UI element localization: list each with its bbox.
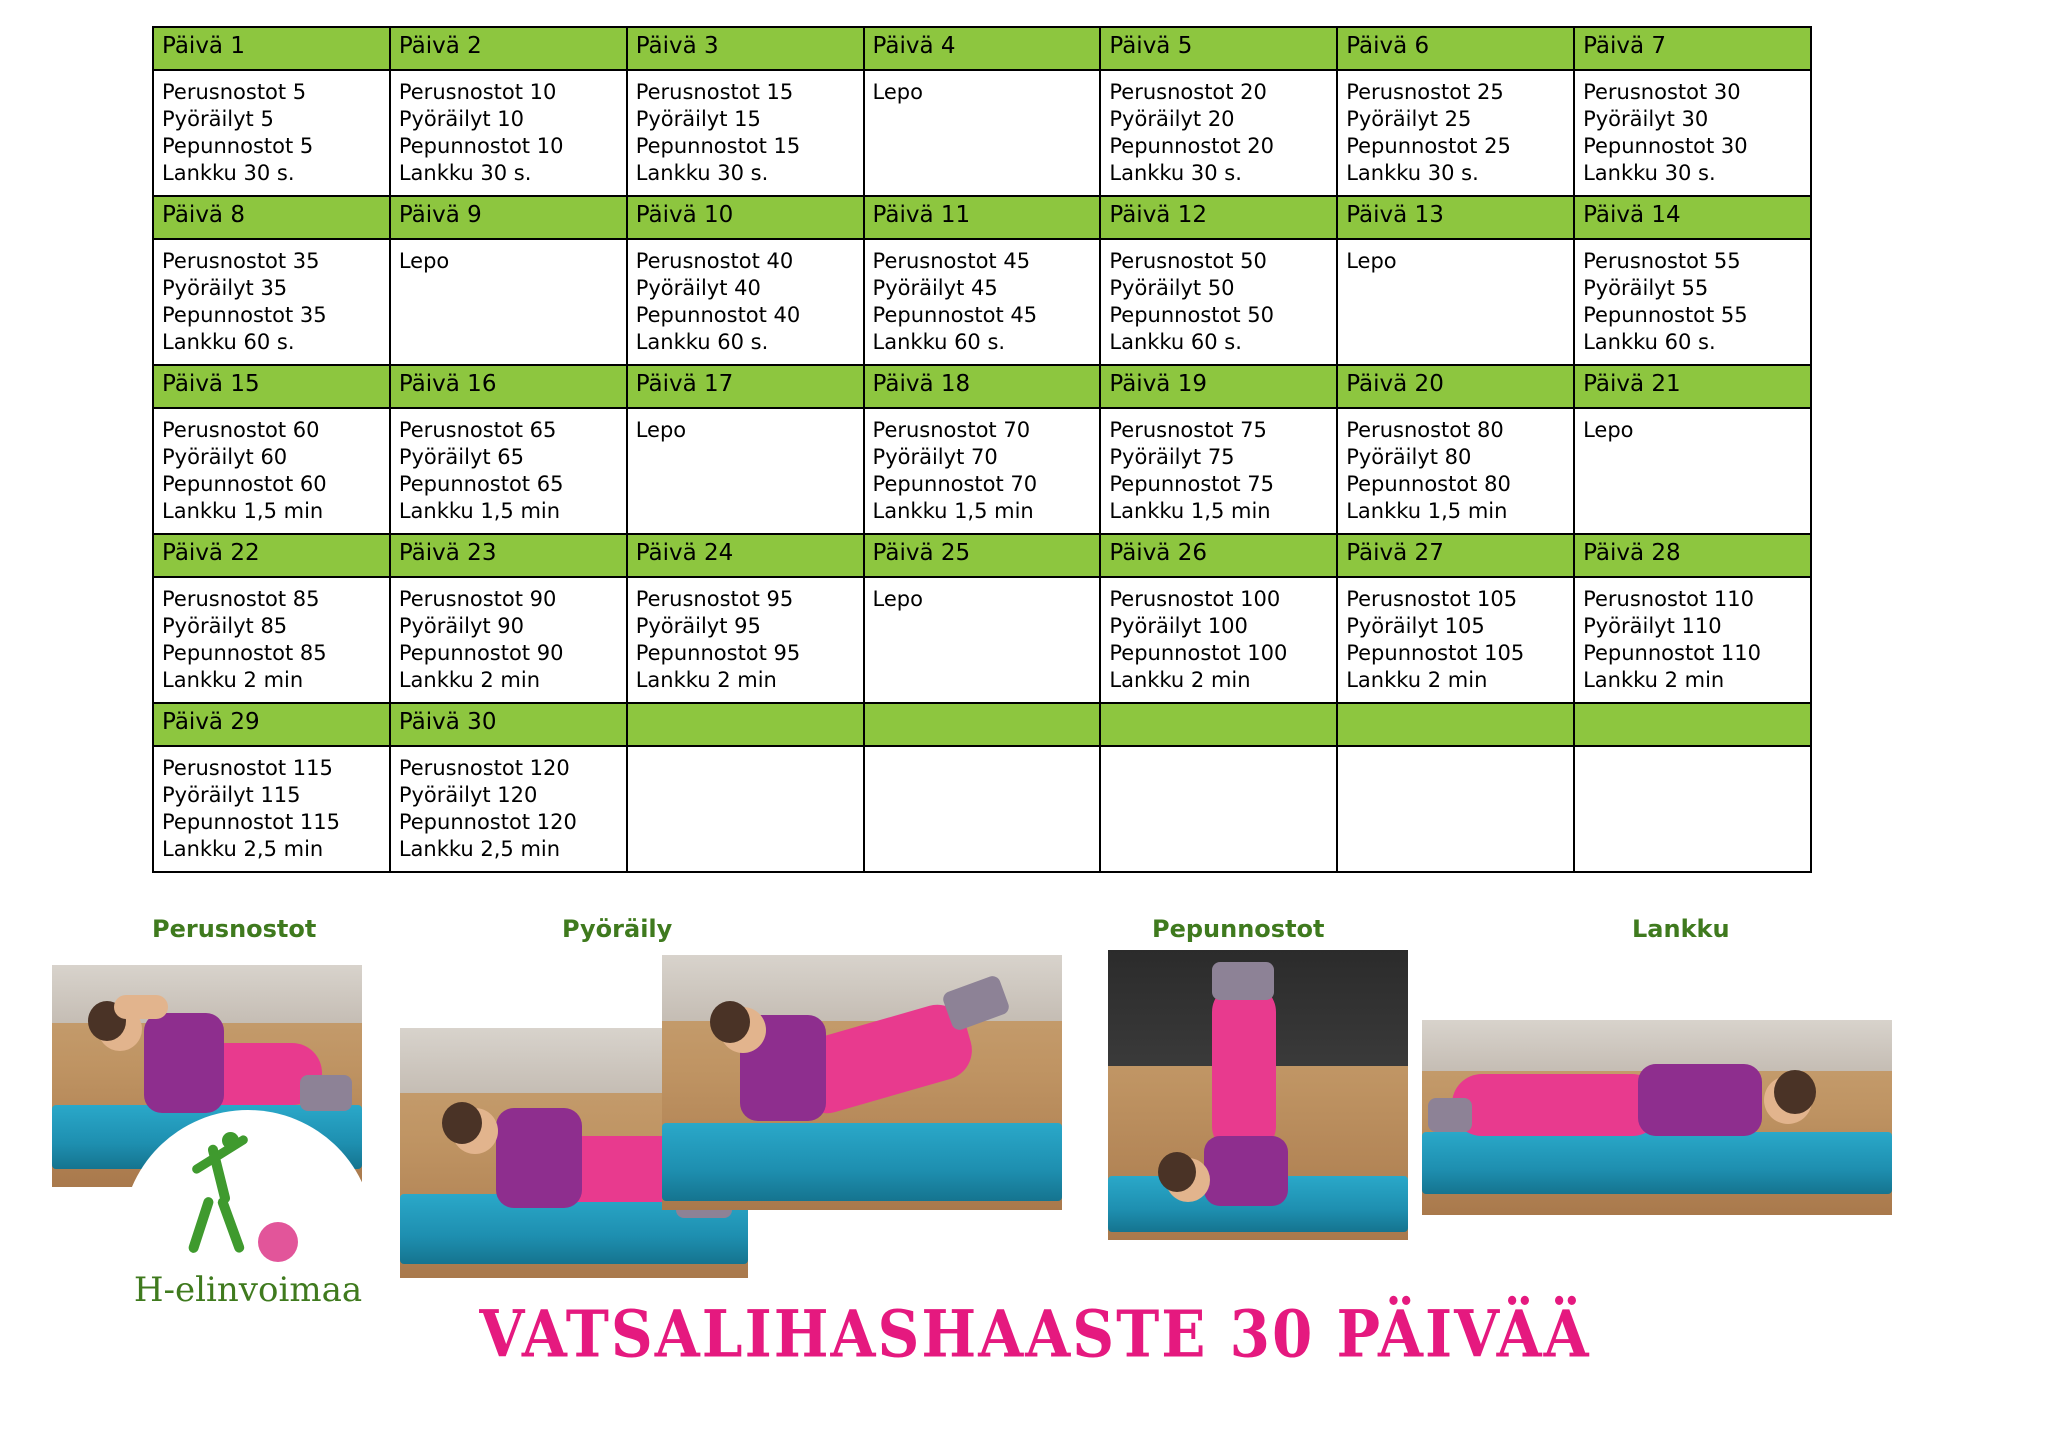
workout-line: Pepunnostot 30 (1583, 134, 1748, 158)
workout-line: Pepunnostot 10 (398, 134, 564, 158)
workout-line: Perusnostot 80 (1346, 418, 1504, 442)
workout-line: Lankku 1,5 min (398, 499, 561, 523)
workout-line: Pyöräilyt 70 (872, 445, 998, 469)
day-cell (627, 70, 864, 196)
day-header-empty (864, 703, 1101, 746)
exercise-label-pepunnostot: Pepunnostot (1152, 915, 1325, 943)
day-cell (627, 408, 864, 534)
workout-line: Lepo (872, 587, 923, 611)
workout-line: Lankku 30 s. (162, 161, 295, 185)
legs (1212, 984, 1276, 1154)
day-header: Päivä 4 (864, 27, 1101, 70)
day-header: Päivä 16 (390, 365, 627, 408)
day-cell (1337, 577, 1574, 703)
hair (1158, 1152, 1196, 1192)
day-cell (1337, 239, 1574, 365)
workout-line: Perusnostot 5 (162, 80, 307, 104)
day-cell-empty (1574, 746, 1811, 872)
day-header: Päivä 9 (390, 196, 627, 239)
workout-line: Pepunnostot 45 (872, 303, 1038, 327)
day-header: Päivä 8 (153, 196, 390, 239)
day-header: Päivä 11 (864, 196, 1101, 239)
table-row-days (153, 196, 1811, 239)
workout-line: Perusnostot 90 (398, 587, 557, 611)
day-cell (1574, 577, 1811, 703)
workout-line: Pepunnostot 105 (1346, 641, 1525, 665)
table-row-workouts (153, 239, 1811, 365)
day-header: Päivä 18 (864, 365, 1101, 408)
day-cell (1100, 408, 1337, 534)
day-header: Päivä 14 (1574, 196, 1811, 239)
workout-line: Lankku 2 min (162, 668, 304, 692)
day-header-empty (627, 703, 864, 746)
workout-line: Pepunnostot 60 (162, 472, 327, 496)
day-cell (390, 408, 627, 534)
day-cell (153, 577, 390, 703)
page-title: VATSALIHASHAASTE 30 PÄIVÄÄ (479, 1295, 1591, 1373)
workout-line: Lankku 30 s. (1583, 161, 1716, 185)
hair (442, 1102, 482, 1144)
workout-line: Pyöräilyt 40 (635, 276, 761, 300)
day-cell (153, 70, 390, 196)
arm (114, 995, 168, 1019)
day-header: Päivä 25 (864, 534, 1101, 577)
workout-line: Pepunnostot 90 (398, 641, 564, 665)
workout-line: Pepunnostot 40 (635, 303, 801, 327)
workout-line: Pepunnostot 120 (398, 810, 577, 834)
day-cell (390, 70, 627, 196)
day-cell (1337, 408, 1574, 534)
workout-line: Pepunnostot 20 (1109, 134, 1274, 158)
workout-line: Pyöräilyt 110 (1583, 614, 1722, 638)
day-cell-empty (627, 746, 864, 872)
socks (1428, 1098, 1472, 1132)
day-cell (864, 70, 1101, 196)
workout-line: Lankku 60 s. (872, 330, 1006, 354)
torso (496, 1108, 582, 1208)
table-row-workouts (153, 408, 1811, 534)
workout-line: Perusnostot 35 (162, 249, 320, 273)
workout-line: Perusnostot 105 (1346, 587, 1518, 611)
day-header: Päivä 29 (153, 703, 390, 746)
day-header: Päivä 7 (1574, 27, 1811, 70)
day-header: Päivä 23 (390, 534, 627, 577)
day-cell (390, 577, 627, 703)
table-row-workouts (153, 746, 1811, 872)
workout-line: Pyöräilyt 20 (1109, 107, 1235, 131)
logo-text: H-elinvoimaa (133, 1270, 363, 1310)
day-header: Päivä 27 (1337, 534, 1574, 577)
workout-line: Pyöräilyt 30 (1583, 107, 1709, 131)
day-cell (1574, 70, 1811, 196)
workout-line: Pyöräilyt 10 (398, 107, 525, 131)
day-cell (153, 239, 390, 365)
legs (1452, 1074, 1662, 1136)
workout-line: Pyöräilyt 25 (1346, 107, 1472, 131)
workout-line: Pepunnostot 50 (1109, 303, 1274, 327)
workout-line: Pyöräilyt 120 (398, 783, 538, 807)
day-header: Päivä 30 (390, 703, 627, 746)
workout-line: Pyöräilyt 85 (162, 614, 288, 638)
workout-line: Pepunnostot 65 (398, 472, 564, 496)
day-cell (627, 577, 864, 703)
workout-line: Lepo (872, 80, 923, 104)
logo-figure-leg-left (187, 1196, 214, 1254)
workout-line: Lankku 1,5 min (872, 499, 1034, 523)
day-header: Päivä 24 (627, 534, 864, 577)
day-cell (153, 408, 390, 534)
table-row-days (153, 27, 1811, 70)
workout-line: Pyöräilyt 80 (1346, 445, 1472, 469)
exercise-label-pyoraily: Pyöräily (562, 915, 673, 943)
day-header: Päivä 26 (1100, 534, 1337, 577)
day-cell (864, 577, 1101, 703)
day-header-empty (1100, 703, 1337, 746)
workout-line: Perusnostot 85 (162, 587, 320, 611)
workout-line: Pepunnostot 25 (1346, 134, 1511, 158)
torso (144, 1013, 224, 1113)
workout-line: Lankku 60 s. (1583, 330, 1716, 354)
hair (710, 1001, 750, 1043)
workout-line: Pyöräilyt 15 (635, 107, 761, 131)
workout-line: Perusnostot 100 (1109, 587, 1281, 611)
workout-line: Perusnostot 15 (635, 80, 794, 104)
workout-line: Perusnostot 65 (398, 418, 557, 442)
workout-line: Pyöräilyt 5 (162, 107, 274, 131)
workout-line: Pepunnostot 35 (162, 303, 327, 327)
workout-line: Perusnostot 25 (1346, 80, 1504, 104)
socks (300, 1075, 352, 1111)
workout-line: Pyöräilyt 95 (635, 614, 761, 638)
day-header-empty (1574, 703, 1811, 746)
table-body (153, 27, 1811, 872)
workout-line: Lankku 2 min (1346, 668, 1488, 692)
day-cell (390, 746, 627, 872)
table-row-days (153, 534, 1811, 577)
hair (1774, 1070, 1816, 1114)
workout-line: Perusnostot 95 (635, 587, 794, 611)
workout-line: Lankku 1,5 min (1346, 499, 1508, 523)
workout-line: Pepunnostot 110 (1583, 641, 1762, 665)
day-header: Päivä 12 (1100, 196, 1337, 239)
day-header: Päivä 22 (153, 534, 390, 577)
photo-pepunnostot (1108, 950, 1408, 1240)
workout-line: Pyöräilyt 75 (1109, 445, 1235, 469)
day-header: Päivä 2 (390, 27, 627, 70)
day-header-empty (1337, 703, 1574, 746)
workout-line: Pepunnostot 75 (1109, 472, 1274, 496)
workout-line: Pyöräilyt 50 (1109, 276, 1235, 300)
workout-line: Perusnostot 75 (1109, 418, 1267, 442)
workout-line: Lankku 2 min (1583, 668, 1725, 692)
workout-line: Lepo (1346, 249, 1397, 273)
workout-line: Perusnostot 40 (635, 249, 794, 273)
training-plan-table (152, 26, 1812, 873)
day-cell-empty (1337, 746, 1574, 872)
workout-line: Pyöräilyt 90 (398, 614, 525, 638)
workout-line: Pyöräilyt 45 (872, 276, 998, 300)
workout-line: Perusnostot 60 (162, 418, 320, 442)
day-header: Päivä 17 (627, 365, 864, 408)
workout-line: Lankku 60 s. (635, 330, 769, 354)
torso (1638, 1064, 1762, 1136)
workout-line: Lepo (398, 249, 450, 273)
logo-figure-leg-right (216, 1196, 245, 1254)
table-row-days (153, 703, 1811, 746)
workout-line: Pyöräilyt 100 (1109, 614, 1248, 638)
workout-line: Lankku 1,5 min (162, 499, 324, 523)
workout-line: Lankku 2,5 min (162, 837, 324, 861)
workout-line: Lankku 60 s. (1109, 330, 1242, 354)
day-cell (1574, 408, 1811, 534)
day-header: Päivä 21 (1574, 365, 1811, 408)
workout-line: Perusnostot 45 (872, 249, 1031, 273)
table-row-workouts (153, 70, 1811, 196)
workout-line: Lankku 2,5 min (398, 837, 561, 861)
workout-line: Pepunnostot 80 (1346, 472, 1511, 496)
workout-line: Pepunnostot 15 (635, 134, 801, 158)
photo-lankku (1422, 1020, 1892, 1215)
workout-line: Perusnostot 110 (1583, 587, 1754, 611)
workout-line: Lepo (635, 418, 687, 442)
day-cell (1100, 239, 1337, 365)
logo-ball-icon (258, 1222, 298, 1262)
workout-line: Pyöräilyt 35 (162, 276, 288, 300)
day-cell (1100, 577, 1337, 703)
workout-line: Lankku 30 s. (398, 161, 532, 185)
day-header: Päivä 5 (1100, 27, 1337, 70)
workout-line: Lankku 2 min (635, 668, 777, 692)
day-header: Päivä 1 (153, 27, 390, 70)
workout-line: Pepunnostot 85 (162, 641, 327, 665)
workout-line: Lankku 2 min (1109, 668, 1251, 692)
workout-line: Lankku 1,5 min (1109, 499, 1271, 523)
workout-line: Pyöräilyt 65 (398, 445, 525, 469)
workout-line: Perusnostot 30 (1583, 80, 1741, 104)
day-header: Päivä 19 (1100, 365, 1337, 408)
workout-line: Lankku 2 min (398, 668, 541, 692)
workout-line: Pepunnostot 100 (1109, 641, 1288, 665)
day-cell (153, 746, 390, 872)
table-row-workouts (153, 577, 1811, 703)
workout-line: Lankku 60 s. (162, 330, 295, 354)
day-header: Päivä 20 (1337, 365, 1574, 408)
day-header: Päivä 28 (1574, 534, 1811, 577)
workout-line: Pyöräilyt 55 (1583, 276, 1709, 300)
workout-line: Lepo (1583, 418, 1634, 442)
day-header: Päivä 13 (1337, 196, 1574, 239)
day-cell (1100, 70, 1337, 196)
workout-line: Lankku 30 s. (1346, 161, 1479, 185)
workout-line: Perusnostot 10 (398, 80, 557, 104)
day-cell (390, 239, 627, 365)
day-cell-empty (864, 746, 1101, 872)
workout-line: Perusnostot 55 (1583, 249, 1741, 273)
exercise-label-lankku: Lankku (1632, 915, 1730, 943)
day-cell (864, 239, 1101, 365)
workout-line: Pepunnostot 115 (162, 810, 340, 834)
workout-line: Pepunnostot 70 (872, 472, 1038, 496)
workout-line: Perusnostot 50 (1109, 249, 1267, 273)
workout-line: Pyöräilyt 105 (1346, 614, 1485, 638)
day-cell (1574, 239, 1811, 365)
torso (1204, 1136, 1288, 1206)
day-header: Päivä 3 (627, 27, 864, 70)
day-header: Päivä 15 (153, 365, 390, 408)
table-row-days (153, 365, 1811, 408)
workout-line: Pepunnostot 55 (1583, 303, 1748, 327)
workout-line: Pyöräilyt 115 (162, 783, 301, 807)
workout-line: Perusnostot 20 (1109, 80, 1267, 104)
day-cell (627, 239, 864, 365)
day-header: Päivä 10 (627, 196, 864, 239)
exercise-label-perusnostot: Perusnostot (152, 915, 317, 943)
workout-line: Pepunnostot 5 (162, 134, 314, 158)
workout-line: Perusnostot 115 (162, 756, 333, 780)
workout-line: Pepunnostot 95 (635, 641, 801, 665)
socks (1212, 962, 1274, 1000)
workout-line: Perusnostot 70 (872, 418, 1031, 442)
exercise-mat (1422, 1132, 1892, 1194)
day-cell (1337, 70, 1574, 196)
workout-line: Pyöräilyt 60 (162, 445, 288, 469)
day-cell-empty (1100, 746, 1337, 872)
photo-pyoraily-2 (662, 955, 1062, 1210)
workout-line: Lankku 30 s. (635, 161, 769, 185)
exercise-mat (662, 1123, 1062, 1201)
workout-line: Perusnostot 120 (398, 756, 570, 780)
workout-line: Lankku 30 s. (1109, 161, 1242, 185)
day-cell (864, 408, 1101, 534)
day-header: Päivä 6 (1337, 27, 1574, 70)
